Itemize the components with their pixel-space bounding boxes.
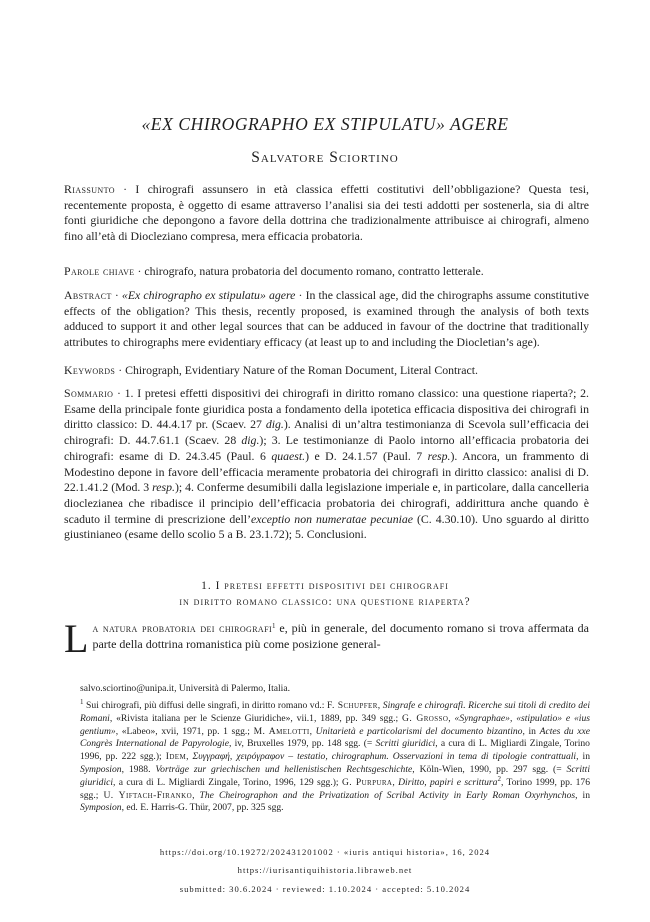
parole-chiave-paragraph (64, 264, 589, 280)
keywords-paragraph (64, 363, 589, 379)
footnote-number: 1 (80, 698, 84, 706)
riassunto-paragraph (64, 182, 589, 245)
body-paragraph: La natura probatoria dei chirografi$^1$ e, più in generale, del documento romano si trova affermata da parte della dottrina romanistica più come posizione general- (64, 616, 589, 661)
riassunto-label: Riassunto (64, 182, 115, 196)
keywords-text: Chirograph, Evidentiary Nature of the Roman Document, Literal Contract. (125, 363, 478, 377)
drop-cap: L (64, 616, 89, 661)
riassunto-separator: · (114, 182, 136, 196)
section-heading-line2: in diritto romano classico: una questione riaperta? (179, 596, 471, 608)
keywords-label: Keywords (64, 363, 116, 377)
abstract-separator: · (111, 288, 122, 302)
abstract-title: «Ex chirographo ex stipulatu» agere (121, 288, 296, 302)
footer-dates: submitted: 30.6.2024 · reviewed: 1.10.2024 · accepted: 5.10.2024 (179, 884, 471, 894)
article-title: «EX CHIROGRAPHO EX STIPULATU» AGERE (141, 114, 509, 134)
abstract-label: Abstract (64, 288, 112, 302)
footer-website[interactable]: https://iurisantiquihistoria.libraweb.net (237, 865, 413, 875)
footnote-1: $^1$ Sui chirografi, più diffusi delle singrafi, in diritto romano vd.: F. Schupfer, Singrafe e chirografi. Ricerche sui titoli di credito dei Romani, «Rivista italiana per le Scienze Giuridiche», vii.1, 1889, pp. 349 sgg.; G. Grosso, «Syngraphae», «stipulatio» e «ius gentium», «Labeo», xvii, 1971, pp. 1 sgg.; M. Amelotti, Unitarietà e particolarismi del documento bizantino, in Actes du xxe Congrès International de Papyrologie, iv, Bruxelles 1979, pp. 148 sgg. (= Scritti giuridici, a cura di L. Migliardi Zingale, Torino 1996, pp. 222 sgg.); Idem, Συγγραφή, χειρόγραφον – testatio, chirographum. Osservazioni in tema di tipologie contrattuali, in Symposion, 1988. Vorträge zur griechischen und hellenistischen Rechtsgeschichte, Köln-Wien, 1990, pp. 297 sgg. (= Scritti giuridici, a cura di L. Migliardi Zingale, Torino, 1996, 129 sgg.); G. Purpura, Diritto, papiri e scrittura$^2$, Torino 1999, pp. 176 sgg.; U. Yiftach-Firanko, The Cheirographon and the Privatization of Scribal Activity in Early Roman Oxyrhynchos, in Symposion, ed. E. Harris-G. Thür, 2007, pp. 325 sgg. (80, 698, 591, 814)
author-email-note: salvo.sciortino@unipa.it, Università di Palermo, Italia. (80, 683, 290, 694)
article-author: Salvatore Sciortino (251, 149, 399, 166)
footer-doi[interactable]: https://doi.org/10.19272/202431201002 · «iuris antiqui historia», 16, 2024 (159, 847, 491, 857)
abstract-paragraph (64, 288, 589, 351)
parole-chiave-text: chirografo, natura probatoria del documento romano, contratto letterale. (144, 264, 484, 278)
abstract-text: · In the classical age, did the chirographs assume constitutive effects of the obligation? This thesis, recently proposed, is examined through the analysis of both texts adduced to support it and other legal sources that can be adduced in favour of the doctrine that traditionally attributes to chirographs mere evidentiary efficacy (at least up to and including the Diocletian’s age). (64, 288, 590, 350)
keywords-separator: · (115, 363, 126, 377)
riassunto-text: I chirografi assunsero in età classica effetti costitutivi dell’obbligazione? Questa tesi, recentemente proposta, è oggetto di esame attraverso l’analisi sia dei testi addotti per sostenerla, sia di altre fonti giuridiche che depongono a favore della dottrina che tradizionalmente attribuisce ai chirografi, almeno fino all’età di Diocleziano compresa, mera efficacia probatoria. (64, 182, 590, 244)
section-heading-line1: 1. I pretesi effetti dispositivi dei chirografi (201, 580, 449, 592)
parole-chiave-separator: · (134, 264, 145, 278)
sommario-paragraph: Sommario · 1. I pretesi effetti dispositivi dei chirografi in diritto romano classico: una questione riaperta?; 2. Esame della principale fonte giuridica posta a fondamento della ipotetica efficacia dispositiva dei chirografi in diritto classico: D. 44.4.17 pr. (Scaev. 27 dig.). Analisi di un’altra testimonianza di Scevola sull’efficacia dei chirografi: D. 44.7.61.1 (Scaev. 28 dig.); 3. Le testimonianze di Paolo intorno all’efficacia probatoria dei chirografi: esame di D. 24.3.45 (Paul. 6 quaest.) e D. 24.1.57 (Paul. 7 resp.). Ancora, un frammento di Modestino depone in favore dell’efficacia meramente probatoria dei chirografi in diritto classico: analisi di D. 22.1.41.2 (Mod. 3 resp.); 4. Conferme desumibili dalla legislazione imperiale e, in particolare, dalla cancelleria dioclezianea che ribadisce il principio dell’efficacia probatoria dei chirografi, addirittura anche quando è scaduto il termine di prescrizione dell’exceptio non numeratae pecuniae (C. 4.30.10). Uno sguardo al diritto giustinianeo (esame dello scolio 5 a B. 23.1.72); 5. Conclusioni. (64, 386, 590, 542)
footnote-reference[interactable]: 1 (272, 622, 276, 630)
sommario-separator: · (113, 386, 125, 400)
section-heading (0, 578, 650, 610)
sommario-label: Sommario (64, 386, 114, 400)
parole-chiave-label: Parole chiave (64, 264, 135, 278)
